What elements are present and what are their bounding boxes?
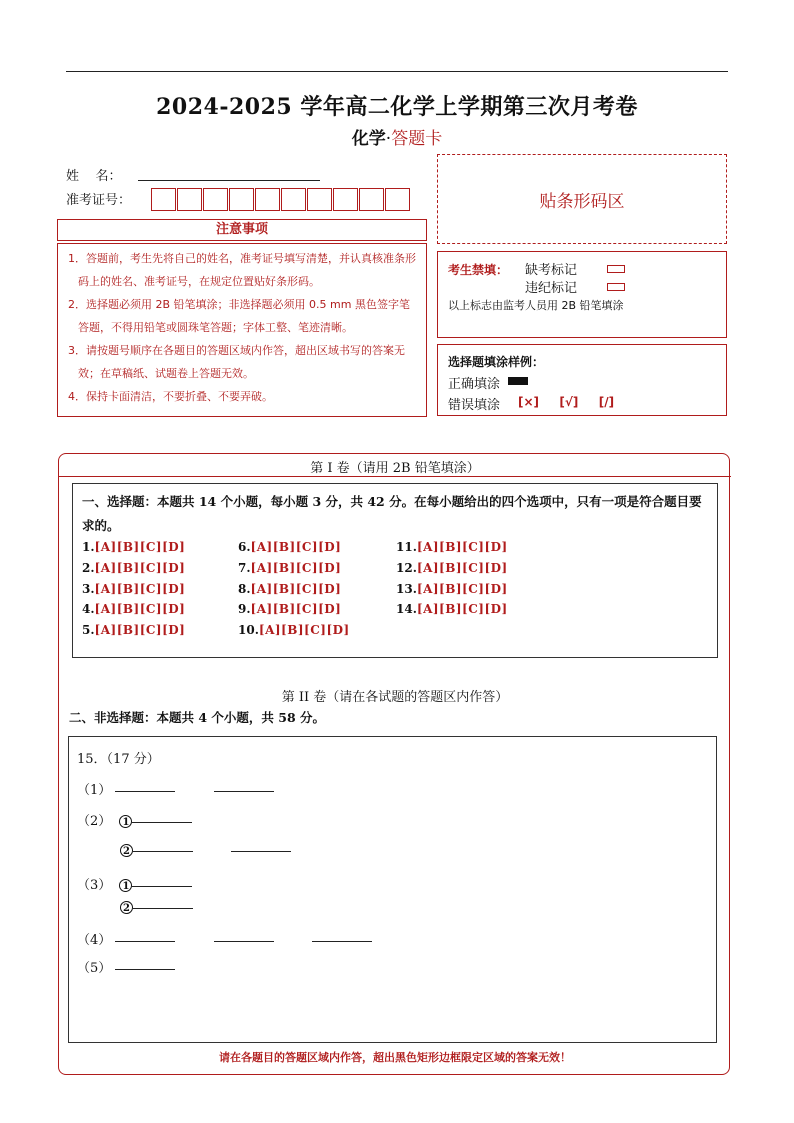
question-number: 8.: [238, 582, 251, 596]
fill-example-box: [437, 344, 727, 416]
subject-label: 化学: [351, 129, 386, 149]
answer-section: [58, 453, 730, 1075]
answer-blank[interactable]: [312, 940, 372, 942]
exam-id-boxes[interactable]: [151, 188, 411, 211]
answer-blank[interactable]: [214, 940, 274, 942]
prohibited-box: [437, 251, 727, 338]
question-number: 2.: [82, 561, 95, 575]
mc-question[interactable]: [238, 582, 341, 596]
answer-blank[interactable]: [115, 968, 175, 970]
question-number: 13.: [396, 582, 417, 596]
exam-id-box[interactable]: [229, 188, 254, 211]
q15-part2: [77, 810, 192, 829]
mc-question[interactable]: [396, 540, 508, 554]
answer-blank[interactable]: [132, 885, 192, 887]
top-rule: [66, 71, 728, 72]
mc-question[interactable]: [238, 602, 341, 616]
barcode-label: 贴条形码区: [539, 191, 625, 212]
mc-question[interactable]: [238, 540, 341, 554]
sub-number: （5）: [77, 961, 112, 976]
notice-item: 3．请按题号顺序在各题目的答题区域内作答，超出区域书写的答案无效；在草稿纸、试题卷上答题无效。: [68, 344, 405, 380]
absent-mark-label: 缺考标记: [525, 263, 578, 278]
circled-number: 2: [120, 844, 133, 857]
q15-title: 15．（17 分）: [77, 752, 160, 767]
mc-question[interactable]: [238, 561, 341, 575]
question-number: 10.: [238, 623, 259, 637]
answer-blank[interactable]: [214, 790, 274, 792]
multiple-choice-box: [72, 483, 718, 658]
exam-id-box[interactable]: [385, 188, 410, 211]
mc-question[interactable]: [82, 582, 185, 596]
name-label: 姓 名：: [66, 169, 122, 184]
subtitle-separator: ·: [385, 129, 392, 149]
wrong-fill-label: 错误填涂: [448, 398, 501, 413]
name-field[interactable]: [138, 180, 320, 181]
wrong-fill-samples: [×] [√] [/]: [518, 395, 615, 409]
exam-id-label: 准考证号：: [66, 193, 132, 208]
circled-number: 1: [119, 879, 132, 892]
answer-blank[interactable]: [133, 907, 193, 909]
answer-options[interactable]: [A][B][C][D]: [250, 561, 342, 575]
mc-question[interactable]: [238, 623, 350, 637]
exam-id-box[interactable]: [281, 188, 306, 211]
part1-divider: [59, 476, 731, 477]
absent-mark-box[interactable]: [607, 265, 625, 273]
mc-question[interactable]: [82, 561, 185, 575]
answer-options[interactable]: [A][B][C][D]: [94, 540, 186, 554]
page-subtitle: [0, 124, 794, 149]
question-number: 9.: [238, 602, 251, 616]
q15-part5: [77, 957, 175, 976]
exam-id-box[interactable]: [151, 188, 176, 211]
circled-number: 1: [119, 815, 132, 828]
notice-body: [57, 243, 427, 417]
question-number: 6.: [238, 540, 251, 554]
sub-number: （1）: [77, 783, 112, 798]
notice-item: 4．保持卡面清洁，不要折叠、不要弄破。: [68, 390, 273, 403]
notice-item: 2．选择题必须用 2B 铅笔填涂；非选择题必须用 0.5 mm 黑色签字笔答题，不得用铅笔或圆珠笔答题；字体工整、笔迹清晰。: [68, 298, 410, 334]
part2-title: 第 II 卷（请在各试题的答题区内作答）: [281, 690, 509, 705]
q15-answer-box: [68, 736, 717, 1043]
answer-options[interactable]: [A][B][C][D]: [250, 582, 342, 596]
question-number: 4.: [82, 602, 95, 616]
notice-title: 注意事项: [57, 219, 427, 241]
answer-options[interactable]: [A][B][C][D]: [250, 540, 342, 554]
q15-part3-2: [120, 900, 193, 915]
violation-mark-label: 违纪标记: [525, 281, 578, 296]
answer-blank[interactable]: [115, 940, 175, 942]
question-number: 7.: [238, 561, 251, 575]
mc-question[interactable]: [396, 561, 508, 575]
question-number: 5.: [82, 623, 95, 637]
mc-instruction: 一、选择题：本题共 14 个小题，每小题 3 分，共 42 分。在每小题给出的四个选项中，只有一项是符合题目要求的。: [82, 494, 702, 533]
footer-warning: 请在各题目的答题区域内作答，超出黑色矩形边框限定区域的答案无效！: [219, 1051, 571, 1064]
question-number: 3.: [82, 582, 95, 596]
circled-number: 2: [120, 901, 133, 914]
part2-description: 二、非选择题：本题共 4 个小题，共 58 分。: [69, 710, 326, 725]
exam-id-box[interactable]: [359, 188, 384, 211]
exam-id-box[interactable]: [177, 188, 202, 211]
part1-title: 第 I 卷（请用 2B 铅笔填涂）: [310, 461, 480, 476]
answer-options[interactable]: [A][B][C][D]: [416, 540, 508, 554]
sub-number: （4）: [77, 933, 112, 948]
page-title: 2024-2025 学年高二化学上学期第三次月考卷: [156, 94, 638, 120]
answer-blank[interactable]: [231, 850, 291, 852]
q15-part3: [77, 874, 192, 893]
answer-blank[interactable]: [115, 790, 175, 792]
question-number: 11.: [396, 540, 417, 554]
q15-part2-2: [120, 843, 291, 858]
answer-options[interactable]: [A][B][C][D]: [94, 582, 186, 596]
sub-number: （2）: [77, 814, 112, 829]
question-number: 12.: [396, 561, 417, 575]
violation-mark-box[interactable]: [607, 283, 625, 291]
mc-question[interactable]: [396, 582, 508, 596]
exam-id-box[interactable]: [203, 188, 228, 211]
prohibited-note: 以上标志由监考人员用 2B 铅笔填涂: [448, 299, 624, 312]
answer-options[interactable]: [A][B][C][D]: [258, 623, 350, 637]
answer-options[interactable]: [A][B][C][D]: [250, 602, 342, 616]
card-label: 答题卡: [391, 129, 443, 149]
mc-question[interactable]: [396, 602, 508, 616]
answer-options[interactable]: [A][B][C][D]: [94, 623, 186, 637]
q15-part1: [77, 779, 274, 798]
correct-fill-label: 正确填涂: [448, 377, 501, 392]
notice-item: 1．答题前，考生先将自己的姓名，准考证号填写清楚，并认真核准条形码上的姓名、准考证号，在规定位置贴好条形码。: [68, 252, 416, 288]
answer-options[interactable]: [A][B][C][D]: [94, 602, 186, 616]
prohibited-title: 考生禁填：: [448, 263, 509, 277]
answer-options[interactable]: [A][B][C][D]: [416, 561, 508, 575]
fill-example-title: 选择题填涂样例：: [448, 355, 545, 369]
q15-part4: [77, 929, 372, 948]
question-number: 1.: [82, 540, 95, 554]
answer-options[interactable]: [A][B][C][D]: [416, 582, 508, 596]
exam-id-box[interactable]: [333, 188, 358, 211]
barcode-area: [437, 154, 727, 244]
answer-blank[interactable]: [133, 850, 193, 852]
answer-options[interactable]: [A][B][C][D]: [416, 602, 508, 616]
answer-options[interactable]: [A][B][C][D]: [94, 561, 186, 575]
exam-id-box[interactable]: [307, 188, 332, 211]
mc-question[interactable]: [82, 602, 185, 616]
exam-id-box[interactable]: [255, 188, 280, 211]
correct-fill-sample: [508, 377, 528, 385]
sub-number: （3）: [77, 878, 112, 893]
mc-question[interactable]: [82, 540, 185, 554]
answer-blank[interactable]: [132, 821, 192, 823]
question-number: 14.: [396, 602, 417, 616]
mc-question[interactable]: [82, 623, 185, 637]
